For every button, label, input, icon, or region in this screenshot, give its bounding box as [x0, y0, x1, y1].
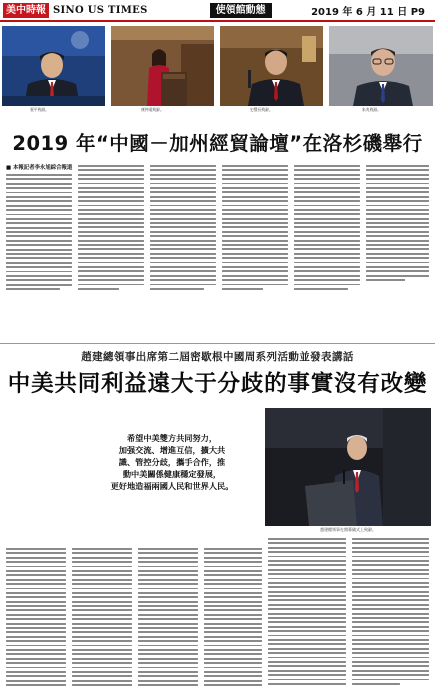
photo-caption-1: 張平致辭。: [30, 107, 49, 112]
photo-speaker-3: [220, 26, 323, 106]
photo-speaker-1: [2, 26, 105, 106]
pull-quote-line: 動中美關係健康穩定發展，: [122, 469, 222, 479]
pull-quote-line: 更好地造福兩國人民和世界人民。: [110, 481, 234, 491]
issue-date: [311, 3, 425, 18]
headline-kicker: 趙建總領事出席第二屆密歇根中國周系列活動並發表講話: [81, 351, 354, 363]
headline-main: 中美共同利益遠大于分歧的事實沒有改變: [7, 371, 428, 397]
article1-column-4: [222, 165, 288, 292]
article1-column-1: [6, 163, 72, 293]
article2-column-6: [352, 538, 429, 687]
pull-quote: [82, 432, 262, 492]
photo-speaker-2: [111, 26, 214, 106]
article1-byline: ■ 本報記者李永旭綜合報道: [6, 165, 73, 171]
photo-consul-general: [265, 408, 431, 526]
article1-column-2: [78, 165, 144, 292]
section-label: 使領館動態: [210, 3, 272, 18]
pull-quote-line: 識、管控分歧，攜手合作，推: [118, 457, 226, 467]
article1-column-3: [150, 165, 216, 292]
issue-date-text: 2019 年 6 月 11 日: [311, 6, 408, 18]
article1-column-6: [366, 165, 429, 284]
article1-column-5: [294, 165, 360, 292]
article2-column-4: [204, 548, 262, 689]
article-divider: [0, 343, 435, 344]
pull-quote-line: 希望中美雙方共同努力，: [126, 433, 218, 443]
article2-column-5: [268, 538, 346, 687]
headline-forum: 2019 年“中國－加州經貿論壇”在洛杉磯舉行: [12, 132, 423, 155]
article2-column-3: [138, 548, 198, 689]
photo-caption-4: 朱兆致辭。: [362, 107, 381, 112]
masthead: [0, 0, 435, 22]
photo-caption-3: 史豐長致辭。: [250, 107, 273, 112]
page-number: P9: [410, 6, 425, 18]
article2-column-1: [6, 548, 66, 689]
newspaper-name: SINO US TIMES: [53, 4, 148, 16]
newspaper-logo: 美中時報: [3, 3, 49, 18]
photo-consul-caption: 趙建總領事在開幕儀式上致辭。: [320, 527, 376, 532]
photo-caption-2: 康仲遠致辭。: [141, 107, 164, 112]
pull-quote-line: 加强交流、增進互信，擴大共: [118, 445, 226, 455]
photo-speaker-4: [329, 26, 433, 106]
article2-column-2: [72, 548, 132, 689]
